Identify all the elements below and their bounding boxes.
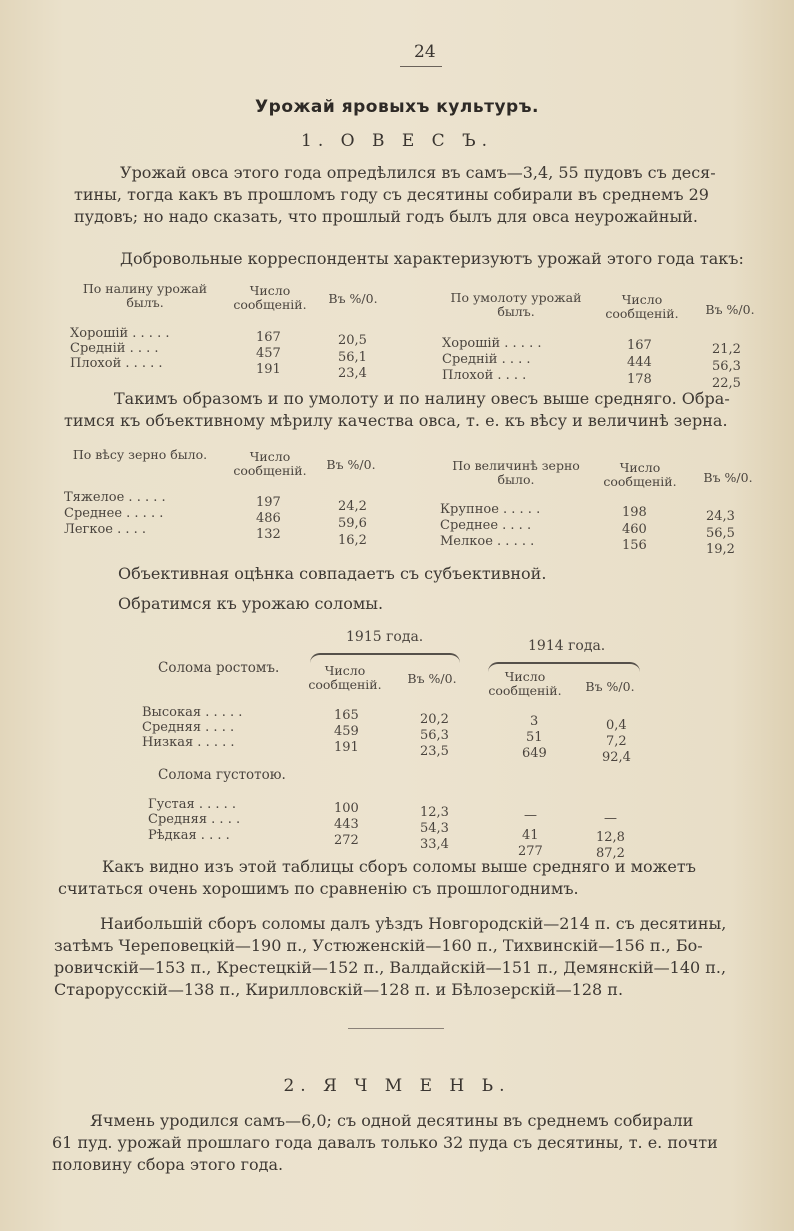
text-line: Объективная оцѣнка совпадаетъ съ субъективной.: [118, 564, 547, 583]
row-label: Средній . . . .: [70, 341, 159, 356]
row-label: Средняя . . . .: [148, 812, 241, 827]
text-line: Урожай овса этого года опредѣлился въ самъ—3,4, 55 пудовъ съ деся-: [120, 163, 716, 182]
column-header: Число сообщеній.: [233, 283, 307, 312]
cell-value: 56,1: [338, 350, 367, 365]
column-header: По налину урожай былъ.: [82, 281, 208, 310]
row-label: Среднее . . . . .: [64, 506, 164, 521]
cell-value: 92,4: [602, 750, 631, 765]
row-label: Высокая . . . . .: [142, 705, 243, 720]
cell-value: 100: [334, 801, 359, 816]
column-header: Въ %/0.: [407, 671, 457, 686]
row-label: Средній . . . .: [442, 352, 531, 367]
cell-value: 24,2: [338, 499, 367, 514]
text-line: Добровольные корреспонденты характеризуютъ урожай этого года такъ:: [120, 249, 744, 268]
cell-value: 457: [256, 346, 281, 361]
column-header: Въ %/0.: [328, 291, 378, 306]
cell-value: 443: [334, 817, 359, 832]
column-header: По умолоту урожай былъ.: [450, 290, 582, 319]
text-line: Обратимся къ урожаю соломы.: [118, 594, 384, 613]
cell-value: 178: [627, 372, 652, 387]
row-label: Мелкое . . . . .: [440, 534, 535, 549]
cell-value: 459: [334, 724, 359, 739]
brace-1915: [310, 653, 460, 663]
text-line: 61 пуд. урожай прошлаго года давалъ только 32 пуда съ десятины, т. е. почти: [52, 1133, 718, 1152]
cell-value: 20,2: [420, 712, 449, 727]
cell-value: 23,5: [420, 744, 449, 759]
page-number-underline: [400, 66, 442, 67]
cell-value: 0,4: [606, 718, 627, 733]
row-label: Легкое . . . .: [64, 522, 147, 537]
straw-density-header: Солома густотою.: [158, 767, 286, 783]
cell-value: —: [524, 808, 537, 823]
column-header: По вѣсу зерно было.: [72, 447, 208, 462]
cell-value: 56,3: [420, 728, 449, 743]
paragraph-oats-yield: [74, 162, 770, 228]
row-label: Средняя . . . .: [142, 720, 235, 735]
cell-value: 41: [522, 828, 539, 843]
page-title: Урожай яровыхъ культуръ.: [255, 97, 539, 117]
cell-value: 20,5: [338, 333, 367, 348]
text-line: Какъ видно изъ этой таблицы сборъ соломы выше средняго и можетъ: [102, 857, 696, 876]
cell-value: 198: [622, 505, 647, 520]
straw-height-header: Солома ростомъ.: [158, 660, 280, 676]
paragraph-barley: [52, 1110, 770, 1176]
cell-value: —: [604, 811, 617, 826]
cell-value: 51: [526, 730, 543, 745]
column-header: Въ %/0.: [705, 302, 755, 317]
cell-value: 460: [622, 522, 647, 537]
cell-value: 167: [627, 338, 652, 353]
section-heading-barley: 2. Я Ч М Е Н Ь.: [283, 1076, 511, 1096]
row-label: Хорошій . . . . .: [70, 326, 170, 341]
cell-value: 191: [334, 740, 359, 755]
section-divider: [348, 1028, 444, 1029]
row-label: Крупное . . . . .: [440, 502, 541, 517]
cell-value: 56,5: [706, 526, 735, 541]
row-label: Среднее . . . .: [440, 518, 532, 533]
cell-value: 56,3: [712, 359, 741, 374]
cell-value: 24,3: [706, 509, 735, 524]
paragraph-correspondents: [120, 248, 744, 270]
section-heading-oats: 1. О В Е С Ъ.: [301, 131, 493, 151]
page-number: 24: [414, 42, 436, 62]
cell-value: 167: [256, 330, 281, 345]
cell-value: 7,2: [606, 734, 627, 749]
text-line: считаться очень хорошимъ по сравненію съ прошлогоднимъ.: [58, 879, 579, 898]
text-line: Ячмень уродился самъ—6,0; съ одной десятины въ среднемъ собирали: [90, 1111, 694, 1130]
column-header: Число сообщеній.: [603, 460, 677, 489]
column-header: Число сообщеній.: [308, 663, 382, 692]
text-line: Старорусскій—138 п., Кирилловскій—128 п. и Бѣлозерскій—128 п.: [54, 980, 624, 999]
row-label: Низкая . . . . .: [142, 735, 235, 750]
cell-value: 23,4: [338, 366, 367, 381]
cell-value: 22,5: [712, 376, 741, 391]
paragraph-conclusion-oats: [64, 388, 770, 432]
row-label: Плохой . . . .: [442, 368, 527, 383]
cell-value: 54,3: [420, 821, 449, 836]
column-header: Въ %/0.: [703, 470, 753, 485]
row-label: Густая . . . . .: [148, 797, 237, 812]
text-line: ровичскій—153 п., Крестецкій—152 п., Валдайскій—151 п., Демянскій—140 п.,: [54, 958, 727, 977]
cell-value: 272: [334, 833, 359, 848]
cell-value: 444: [627, 355, 652, 370]
cell-value: 87,2: [596, 846, 625, 861]
text-line: пудовъ; но надо сказать, что прошлый годъ былъ для овса неурожайный.: [74, 207, 698, 226]
text-line: Такимъ образомъ и по умолоту и по налину овесъ выше средняго. Обра-: [114, 389, 730, 408]
cell-value: 59,6: [338, 516, 367, 531]
cell-value: 21,2: [712, 342, 741, 357]
text-line: затѣмъ Череповецкій—190 п., Устюженскій—160 п., Тихвинскій—156 п., Бо-: [54, 936, 703, 955]
cell-value: 12,8: [596, 830, 625, 845]
column-header: Число сообщеній.: [605, 292, 679, 321]
column-header: Число сообщеній.: [233, 449, 307, 478]
cell-value: 165: [334, 708, 359, 723]
cell-value: 486: [256, 511, 281, 526]
row-label: Рѣдкая . . . .: [148, 828, 230, 843]
cell-value: 3: [530, 714, 539, 729]
paragraph-straw-conclusion: [58, 856, 770, 900]
column-header: Въ %/0.: [585, 679, 635, 694]
year-header-1914: 1914 года.: [528, 638, 606, 654]
text-line: Наибольшій сборъ соломы далъ уѣздъ Новгородскій—214 п. съ десятины,: [100, 914, 727, 933]
cell-value: 16,2: [338, 533, 367, 548]
cell-value: 649: [522, 746, 547, 761]
column-header: По величинѣ зерно было.: [452, 458, 580, 487]
cell-value: 19,2: [706, 542, 735, 557]
year-header-1915: 1915 года.: [346, 629, 424, 645]
row-label: Хорошій . . . . .: [442, 336, 542, 351]
cell-value: 197: [256, 495, 281, 510]
cell-value: 33,4: [420, 837, 449, 852]
cell-value: 156: [622, 538, 647, 553]
column-header: Въ %/0.: [326, 457, 376, 472]
cell-value: 132: [256, 527, 281, 542]
paragraph-objective-assessment: [118, 563, 546, 585]
paragraph-straw-intro: [118, 593, 383, 615]
text-line: тины, тогда какъ въ прошломъ году съ десятины собирали въ среднемъ 29: [74, 185, 709, 204]
text-line: половину сбора этого года.: [52, 1155, 284, 1174]
cell-value: 277: [518, 844, 543, 859]
text-line: тимся къ объективному мѣрилу качества овса, т. е. къ вѣсу и величинѣ зерна.: [64, 411, 728, 430]
row-label: Плохой . . . . .: [70, 356, 163, 371]
row-label: Тяжелое . . . . .: [64, 490, 166, 505]
cell-value: 12,3: [420, 805, 449, 820]
paragraph-districts: [54, 913, 770, 1001]
column-header: Число сообщеній.: [488, 669, 562, 698]
cell-value: 191: [256, 362, 281, 377]
